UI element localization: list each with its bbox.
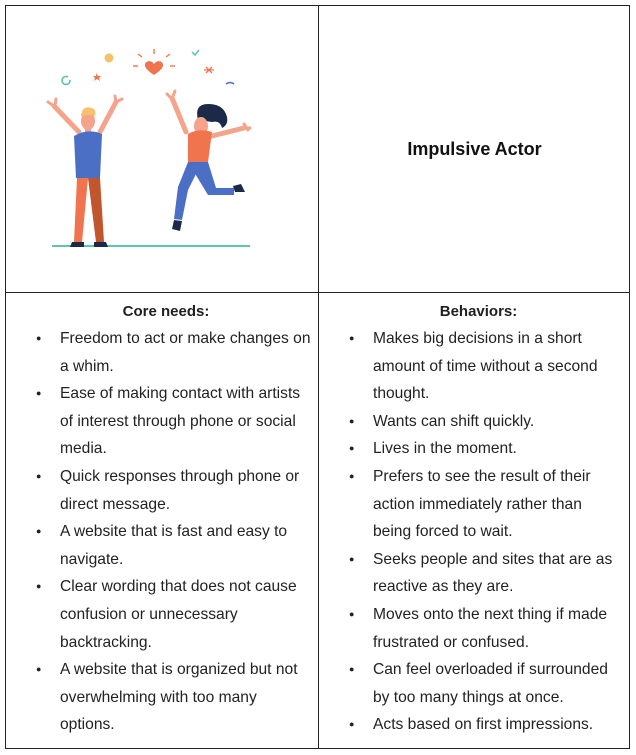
- core-needs-heading: Core needs:: [122, 303, 210, 320]
- persona-title-cell: [319, 6, 630, 292]
- behaviors-cell: [319, 293, 630, 749]
- list-item: ● Ease of making contact with artists of interest through phone or social media.: [20, 380, 312, 463]
- behaviors-list: [333, 325, 624, 739]
- list-item: ● A website that is organized but not overwhelming with too many options.: [20, 656, 312, 739]
- confetti-hash: [204, 67, 214, 73]
- confetti-star: [93, 73, 101, 81]
- persona-table: [5, 5, 630, 749]
- list-item: ● A website that is fast and easy to navigate.: [20, 518, 312, 573]
- list-item: ● Freedom to act or make changes on a whim.: [20, 325, 312, 380]
- heart: [145, 61, 163, 75]
- man-figure: [48, 96, 122, 247]
- list-item: ● Seeks people and sites that are as reactive as they are.: [333, 546, 624, 601]
- list-item: ● Makes big decisions in a short amount of time without a second thought.: [333, 325, 624, 408]
- list-item: ● Lives in the moment.: [333, 435, 624, 463]
- confetti-check: [192, 50, 199, 55]
- illustration-cell: [6, 6, 318, 292]
- confetti-wave: [226, 83, 234, 85]
- list-item: ● Moves onto the next thing if made frustrated or confused.: [333, 601, 624, 656]
- list-item: ● Clear wording that does not cause confusion or unnecessary backtracking.: [20, 573, 312, 656]
- list-item: ● Prefers to see the result of their action immediately rather than being forced to wait.: [333, 463, 624, 546]
- list-item: ● Quick responses through phone or direct message.: [20, 463, 312, 518]
- persona-title: Impulsive Actor: [407, 138, 542, 159]
- jumping-people-illustration-icon: [36, 44, 286, 256]
- heart-rays: [133, 49, 175, 66]
- confetti-swirl: [62, 76, 70, 84]
- list-item: ● Acts based on first impressions.: [333, 711, 624, 739]
- behaviors-heading: Behaviors:: [439, 303, 518, 320]
- confetti-dot: [105, 54, 114, 63]
- list-item: ● Can feel overloaded if surrounded by too many things at once.: [333, 656, 624, 711]
- core-needs-cell: [6, 293, 318, 749]
- core-needs-list: [20, 325, 312, 739]
- woman-figure: [167, 91, 250, 231]
- list-item: ● Wants can shift quickly.: [333, 408, 624, 436]
